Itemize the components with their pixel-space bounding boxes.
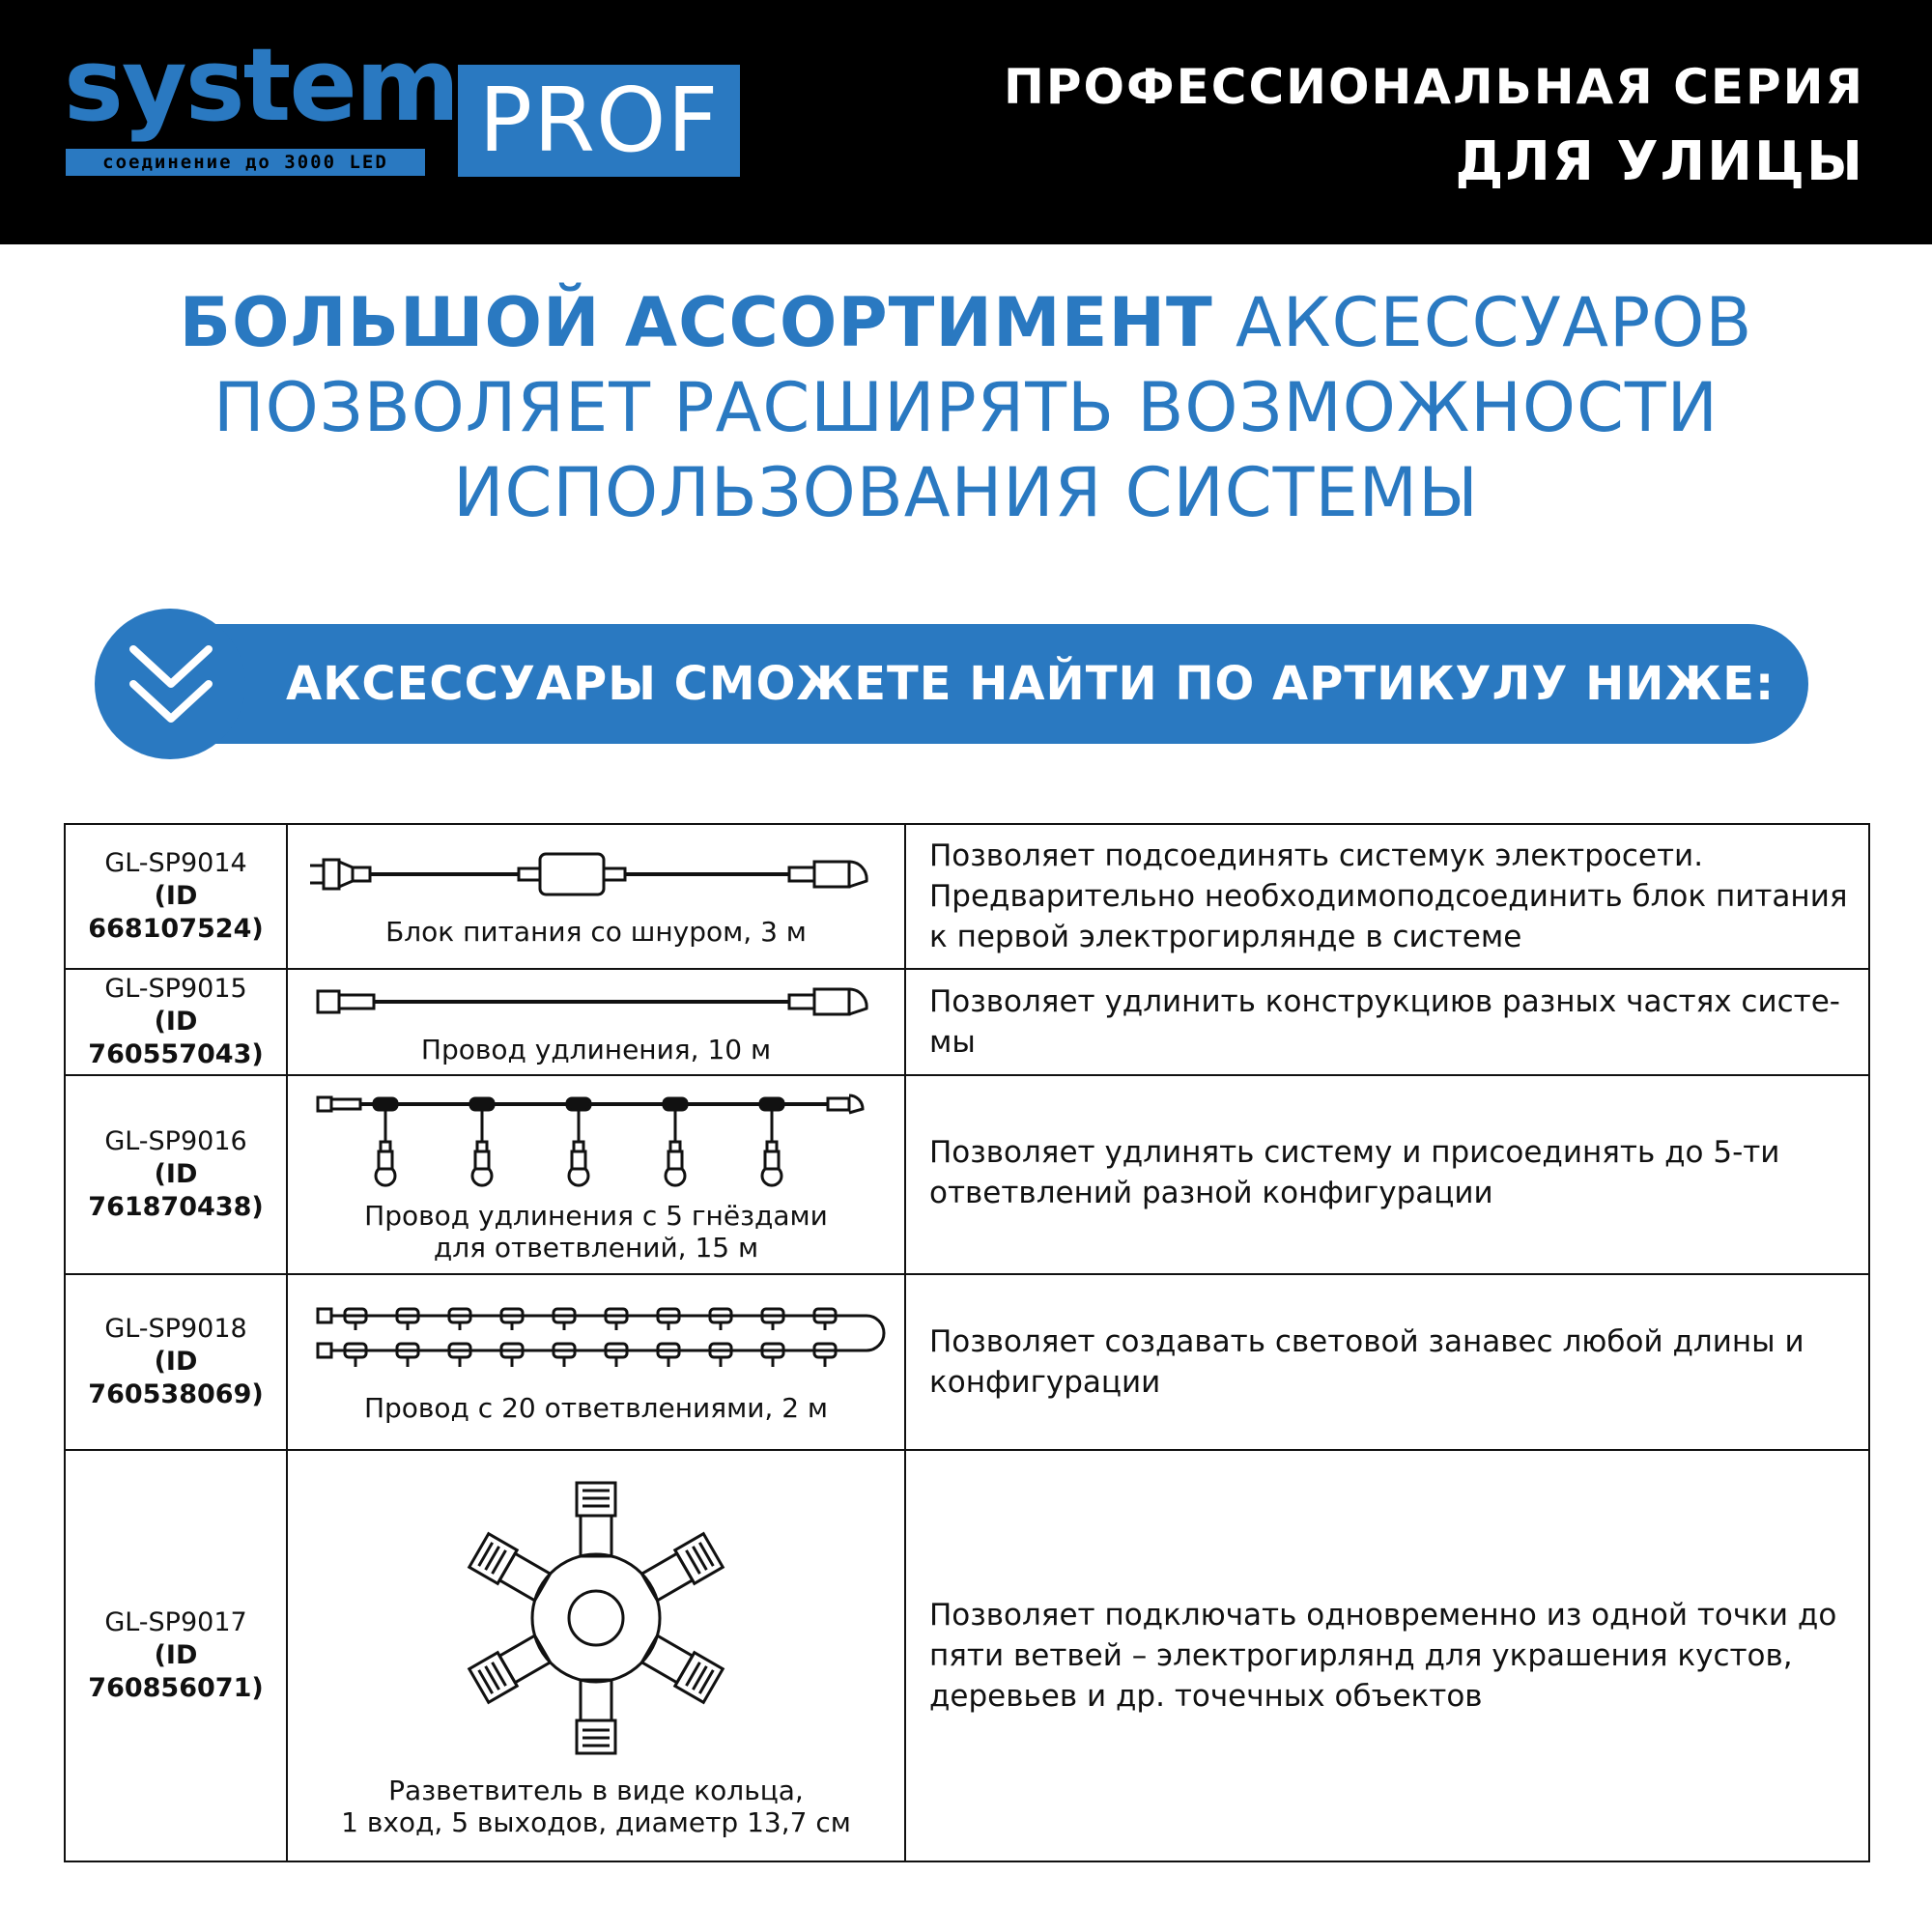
picture-cell xyxy=(287,1274,905,1450)
power-supply-cord-icon xyxy=(306,846,886,902)
article-code: GL-SP9015 xyxy=(104,974,247,1004)
table-row xyxy=(65,824,1869,969)
code-cell xyxy=(65,1450,287,1861)
description-cell: Позволяет удлинить конструкциюв разных частях систе-мы xyxy=(905,969,1869,1075)
headline xyxy=(0,280,1932,535)
code-cell xyxy=(65,969,287,1075)
code-cell xyxy=(65,824,287,969)
description-cell: Позволяет подключать одновременно из одной точки до пяти ветвей – электрогирлянд для украшения кустов, деревьев и др. точечных объектов xyxy=(905,1450,1869,1861)
article-code: GL-SP9018 xyxy=(104,1314,247,1344)
code-cell xyxy=(65,1274,287,1450)
item-caption: Провод удлинения, 10 м xyxy=(420,1033,772,1065)
extension-5-sockets-icon xyxy=(306,1086,886,1192)
article-id: (ID 668107524) xyxy=(88,881,264,944)
table-row xyxy=(65,1274,1869,1450)
header-bar xyxy=(0,0,1932,244)
logo-word: system xyxy=(64,26,459,144)
caption-line-2: 1 вход, 5 выходов, диаметр 13,7 см xyxy=(341,1806,851,1838)
article-code: GL-SP9016 xyxy=(104,1126,247,1156)
description-cell: Позволяет удлинять систему и присоединять до 5-ти ответвлений разной конфигурации xyxy=(905,1075,1869,1274)
caption-line-2: для ответвлений, 15 м xyxy=(433,1232,759,1264)
headline-line-2: ПОЗВОЛЯЕТ РАСШИРЯТЬ ВОЗМОЖНОСТИ xyxy=(213,368,1719,447)
logo-prof: PROF xyxy=(458,65,740,177)
series-line-1: ПРОФЕССИОНАЛЬНАЯ СЕРИЯ xyxy=(1004,59,1864,115)
item-caption xyxy=(288,1200,904,1264)
code-cell xyxy=(65,1075,287,1274)
table-row xyxy=(65,1450,1869,1861)
picture-cell xyxy=(287,1075,905,1274)
article-id: (ID 760538069) xyxy=(88,1347,264,1409)
article-code: GL-SP9017 xyxy=(104,1607,247,1637)
picture-cell xyxy=(287,1450,905,1861)
picture-cell xyxy=(287,824,905,969)
table-row xyxy=(65,1075,1869,1274)
article-id: (ID 761870438) xyxy=(88,1159,264,1222)
item-caption xyxy=(288,1775,904,1838)
article-id: (ID 760856071) xyxy=(88,1640,264,1703)
logo-system xyxy=(64,26,459,185)
headline-bold: БОЛЬШОЙ АССОРТИМЕНТ xyxy=(179,283,1213,362)
double-chevron-down-icon xyxy=(129,643,213,726)
headline-rest: АКСЕССУАРОВ xyxy=(1236,283,1753,362)
headline-line-3: ИСПОЛЬЗОВАНИЯ СИСТЕМЫ xyxy=(453,453,1479,532)
series-line-2: ДЛЯ УЛИЦЫ xyxy=(1455,130,1864,193)
article-id: (ID 760557043) xyxy=(88,1007,264,1069)
item-caption: Провод с 20 ответвлениями, 2 м xyxy=(363,1391,829,1424)
article-code: GL-SP9014 xyxy=(104,848,247,878)
description-cell: Позволяет подсоединять системук электросети. Предварительно необходимоподсоединить блок питания к первой электрогирлянде в системе xyxy=(905,824,1869,969)
caption-line-1: Провод удлинения с 5 гнёздами xyxy=(364,1200,828,1232)
table-row xyxy=(65,969,1869,1075)
series-title xyxy=(1004,50,1864,201)
ring-splitter-icon xyxy=(451,1473,741,1763)
item-caption: Блок питания со шнуром, 3 м xyxy=(385,915,807,948)
caption-line-1: Разветвитель в виде кольца, xyxy=(388,1775,804,1806)
headline-line-1 xyxy=(0,280,1932,365)
extension-cable-icon xyxy=(306,980,886,1024)
logo-subtitle: соединение до 3000 LED xyxy=(66,149,425,176)
description-cell: Позволяет создавать световой занавес любой длины и конфигурации xyxy=(905,1274,1869,1450)
cable-20-branches-icon xyxy=(306,1301,886,1378)
picture-cell xyxy=(287,969,905,1075)
accessories-table xyxy=(64,823,1870,1862)
banner-text: АКСЕССУАРЫ СМОЖЕТЕ НАЙТИ ПО АРТИКУЛУ НИЖЕ: xyxy=(286,657,1776,711)
